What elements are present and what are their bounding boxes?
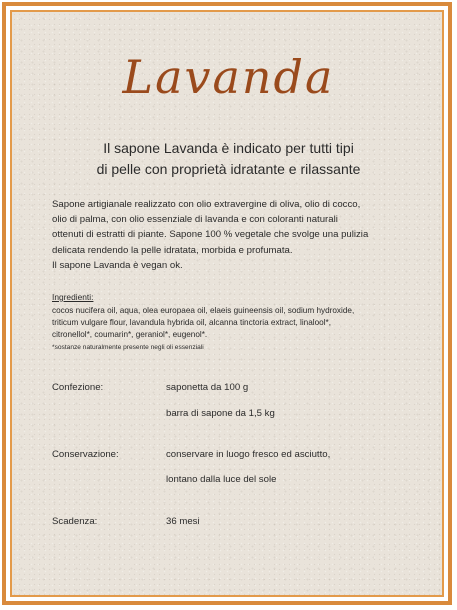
- description-line: ottenuti di estratti di piante. Sapone 100 % vegetale che svolge una pulizia: [52, 229, 369, 241]
- scadenza-value: 36 mesi: [166, 516, 200, 527]
- ingredients-list: [52, 305, 407, 342]
- confezione-value-bar: barra di sapone da 1,5 kg: [166, 408, 275, 419]
- ingredients-line: triticum vulgare flour, lavandula hybrida oil, alcanna tinctoria extract, linalool*,: [52, 318, 331, 328]
- ingredients-heading: Ingredienti:: [52, 292, 94, 302]
- product-title: Lavanda: [122, 50, 335, 104]
- ingredients-line: citronellol*, coumarin*, geraniol*, eugenol*.: [52, 330, 208, 340]
- description-line: Sapone artigianale realizzato con olio extravergine di oliva, olio di cocco,: [52, 199, 361, 210]
- product-description: [52, 197, 402, 273]
- conservazione-value-cont: lontano dalla luce del sole: [166, 474, 277, 485]
- conservazione-label: Conservazione:: [52, 449, 119, 460]
- conservazione-value: conservare in luogo fresco ed asciutto,: [166, 449, 331, 460]
- description-line: olio di palma, con olio essenziale di lavanda e con coloranti naturali: [52, 214, 338, 226]
- confezione-value-small: saponetta da 100 g: [166, 382, 249, 393]
- confezione-label: Confezione:: [52, 382, 104, 393]
- subtitle-line: di pelle con proprietà idratante e rilassante: [96, 161, 361, 177]
- description-line: Il sapone Lavanda è vegan ok.: [52, 259, 183, 271]
- product-subtitle: [0, 138, 457, 180]
- scadenza-label: Scadenza:: [52, 516, 98, 527]
- description-line: delicata rendendo la pelle idratata, morbida e profumata.: [52, 244, 293, 256]
- subtitle-line: Il sapone Lavanda è indicato per tutti tipi: [103, 140, 354, 156]
- ingredients-line: cocos nucifera oil, aqua, olea europaea oil, elaeis guineensis oil, sodium hydroxide,: [52, 306, 355, 315]
- ingredients-footnote: *sostanze naturalmente presente negli oli essenziali: [52, 344, 204, 351]
